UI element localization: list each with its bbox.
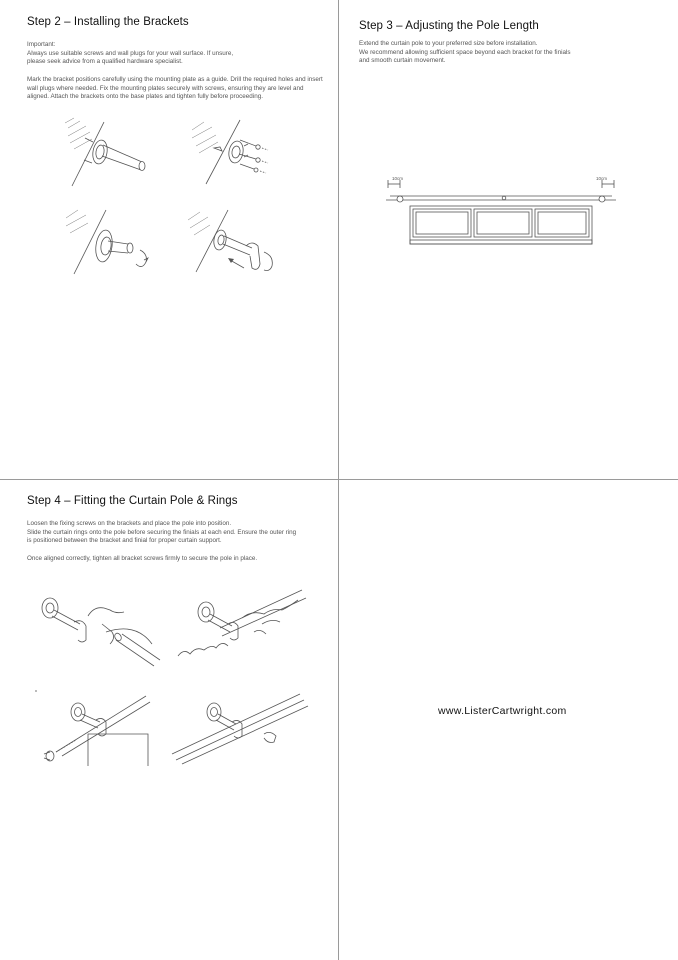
step4-title: Step 4 – Fitting the Curtain Pole & Rings [27,495,238,507]
step3-illustration-pole-length [386,172,616,252]
step4-illustration-rings [172,588,322,668]
step2-panel [27,16,327,111]
step4-illustration-tighten [168,690,318,770]
step3-text: Extend the curtain pole to your preferred size before installation. We recommend allowing sufficient space beyond each bracket for the finials and smooth curtain movement. [359,40,571,65]
step2-important-text: Always use suitable screws and wall plugs for your wall surface. If unsure, please seek advice from a qualified hardware specialist. [27,49,234,66]
step3-panel [359,20,659,75]
step2-instructions: Mark the bracket positions carefully using the mounting plate as a guide. Drill the required holes and insert wall plugs where needed. Fix the mounting plates securely with screws, ensuring they are level and aligned. Attach the brackets onto the base plates and tighten fully before proceeding. [27,75,323,101]
step4-text2: Once aligned correctly, tighten all bracket screws firmly to secure the pole in place. [27,554,258,562]
horizontal-page-divider [0,479,678,480]
dim-label-right: 10cm [596,176,608,181]
dim-label-left: 10cm [392,176,404,181]
step2-illustration-bracket-attach [184,206,294,286]
step2-important-label: Important: [27,41,56,48]
website-url[interactable]: www.ListerCartwright.com [438,705,567,717]
step4-text: Loosen the fixing screws on the brackets and place the pole into position. Slide the curtain rings onto the pole before securing the finials at each end. Ensure the outer ring is positioned between the bracket and finial for proper curtain support. [27,520,297,545]
step4-illustration-finial [36,690,166,770]
step4-illustration-pole-placement [36,592,166,672]
step2-illustration-bracket-mount [60,118,170,198]
step2-title: Step 2 – Installing the Brackets [27,16,189,28]
step2-illustration-screws [184,118,294,198]
step2-illustration-base-plate [60,206,170,286]
vertical-page-divider [338,0,339,960]
step4-panel [27,495,327,572]
step3-title: Step 3 – Adjusting the Pole Length [359,20,539,32]
